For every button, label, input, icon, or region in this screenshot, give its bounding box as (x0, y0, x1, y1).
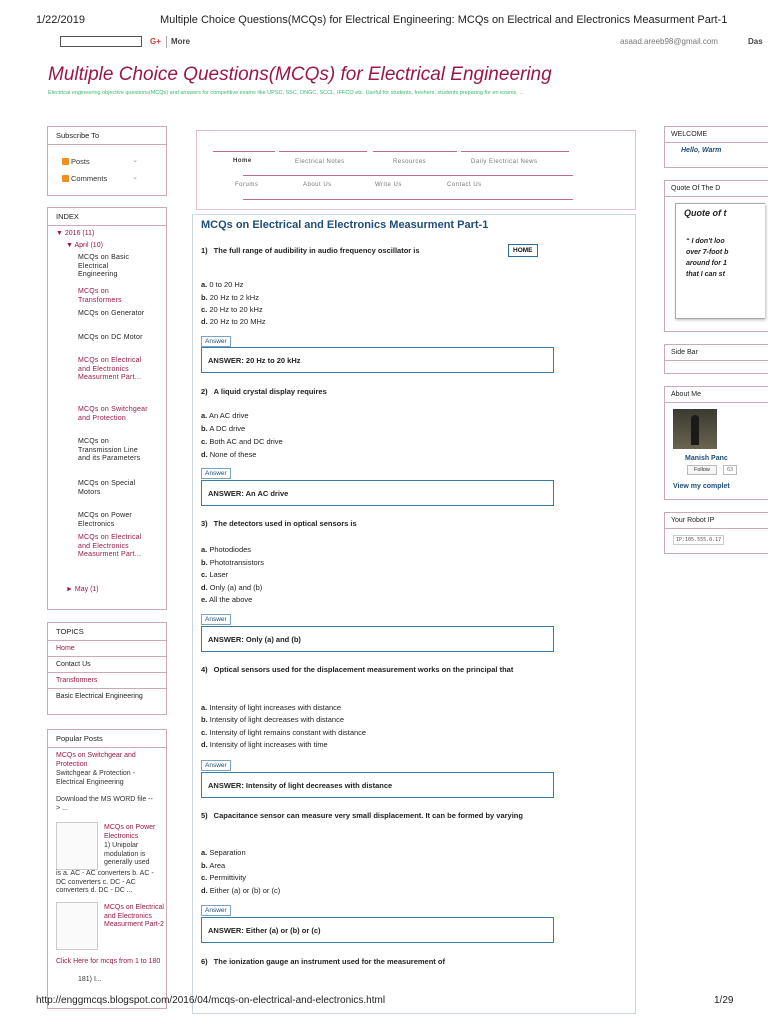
answer-box: ANSWER: 20 Hz to 20 kHz (201, 347, 554, 373)
archive-year-2016[interactable]: ▼ 2016 (11) (56, 230, 95, 237)
triangle-down-icon: ▼ (56, 230, 63, 237)
answer-toggle[interactable]: Answer (201, 614, 231, 625)
subscribe-heading: Subscribe To (48, 127, 166, 145)
archive-month-april[interactable]: ▼ April (10) (66, 242, 103, 249)
quote-box-title: Quote of t (684, 208, 727, 218)
archive-post-link[interactable]: MCQs on Electrical and Electronics Measurment Part... (78, 534, 142, 558)
chevron-down-icon[interactable]: ⌄ (132, 174, 138, 181)
popular-post-thumbnail[interactable] (56, 822, 98, 870)
about-heading: About Me (665, 387, 768, 403)
popular-post-title[interactable]: MCQs on Switchgear and Protection (56, 752, 136, 768)
side-bar-heading: Side Bar (665, 345, 768, 361)
popular-post-snippet: is a. AC - AC converters b. AC - DC converters c. DC - AC converters d. DC - DC ... (56, 870, 154, 894)
option: a. Photodiodes (201, 545, 252, 554)
about-me-widget (664, 386, 768, 500)
option: b. 20 Hz to 2 kHz (201, 293, 259, 302)
option: c. 20 Hz to 20 kHz (201, 305, 263, 314)
nav-underline (243, 175, 573, 176)
home-button[interactable]: HOME (508, 244, 538, 257)
question-6: 6) The ionization gauge an instrument used for the measurement of (201, 957, 445, 966)
rss-feed-icon (62, 175, 69, 182)
question-5: 5) Capacitance sensor can measure very small displacement. It can be formed by varying (201, 811, 523, 820)
question-2: 2) A liquid crystal display requires (201, 387, 327, 396)
answer-box: ANSWER: An AC drive (201, 480, 554, 506)
google-plus-button[interactable]: G+ (150, 37, 161, 46)
nav-contact-us[interactable]: Contact Us (447, 182, 482, 188)
view-profile-link[interactable]: View my complet (673, 483, 730, 490)
welcome-widget (664, 126, 768, 168)
option: a. Intensity of light increases with distance (201, 703, 342, 712)
follower-count: 63 (723, 465, 737, 475)
answer-toggle[interactable]: Answer (201, 336, 231, 347)
option: a. Separation (201, 848, 246, 857)
nav-electrical-notes[interactable]: Electrical Notes (295, 159, 345, 165)
blog-title[interactable]: Multiple Choice Questions(MCQs) for Electrical Engineering (48, 64, 552, 85)
popular-post-snippet: 181) I... (78, 976, 102, 983)
print-date: 1/22/2019 (36, 14, 85, 26)
nav-underline (243, 199, 573, 200)
answer-toggle[interactable]: Answer (201, 760, 231, 771)
option: b. Phototransistors (201, 558, 264, 567)
profile-name[interactable]: Manish Panc (685, 455, 728, 462)
option: d. Intensity of light increases with time (201, 740, 328, 749)
question-3: 3) The detectors used in optical sensors is (201, 519, 357, 528)
quote-text: “ I don't loo over 7-foot b around for 1 that I can st (686, 238, 729, 278)
post-title: MCQs on Electrical and Electronics Measurment Part-1 (201, 219, 489, 231)
post-body (192, 214, 636, 1014)
archive-post-link[interactable]: MCQs on Special Motors (78, 480, 136, 496)
archive-post-link[interactable]: MCQs on DC Motor (78, 334, 143, 341)
welcome-text: Hello, Warm (681, 147, 722, 154)
archive-post-link[interactable]: MCQs on Transformers (78, 288, 122, 304)
archive-post-link[interactable]: MCQs on Transmission Line and its Parameters (78, 438, 141, 462)
answer-toggle[interactable]: Answer (201, 468, 231, 479)
archive-index-widget (47, 207, 167, 610)
archive-month-may[interactable]: ► May (1) (66, 586, 99, 593)
option: d. Only (a) and (b) (201, 583, 263, 592)
popular-post-snippet: 1) Unipolar modulation is generally used (104, 842, 150, 866)
archive-post-link[interactable]: MCQs on Basic Electrical Engineering (78, 254, 130, 278)
popular-post-thumbnail[interactable] (56, 902, 98, 950)
navbar-divider (166, 36, 167, 48)
option: c. Intensity of light remains constant with distance (201, 728, 367, 737)
print-title: Multiple Choice Questions(MCQs) for Electrical Engineering: MCQs on Electrical and Electronics Measurment Part-1 (160, 14, 728, 26)
nav-underline (279, 151, 367, 152)
account-email[interactable]: asaad.areeb98@gmail.com (620, 37, 718, 46)
nav-resources[interactable]: Resources (393, 159, 427, 165)
follow-button[interactable]: Follow (687, 465, 717, 475)
nav-underline (213, 151, 275, 152)
rss-feed-icon (62, 158, 69, 165)
triangle-right-icon: ► (66, 586, 73, 593)
welcome-heading: WELCOME (665, 127, 768, 143)
answer-toggle[interactable]: Answer (201, 905, 231, 916)
blog-description: Electrical engineering objective questions(MCQs) and answers for competitive exams like UPSC, SSC, ONGC, SCCL, IFFCO etc. Useful for students, freshers, students preparing for en exams, ... (48, 90, 524, 96)
popular-post-snippet: Switchgear & Protection - Electrical Engineering (56, 770, 135, 786)
avatar[interactable] (673, 409, 717, 449)
triangle-down-icon: ▼ (66, 242, 73, 249)
blogger-navbar (60, 36, 768, 50)
quote-heading: Quote Of The D (665, 181, 768, 197)
index-heading: INDEX (48, 208, 166, 226)
archive-post-link[interactable]: MCQs on Power Electronics (78, 512, 132, 528)
print-header (0, 14, 768, 28)
topic-contact-us[interactable]: Contact Us (48, 657, 166, 673)
option: d. 20 Hz to 20 MHz (201, 317, 266, 326)
nav-daily-news[interactable]: Daily Electrical News (471, 159, 538, 165)
answer-box: ANSWER: Either (a) or (b) or (c) (201, 917, 554, 943)
topic-home[interactable]: Home (48, 641, 166, 657)
option: b. A DC drive (201, 424, 246, 433)
archive-post-link[interactable]: MCQs on Electrical and Electronics Measurment Part... (78, 357, 142, 381)
nav-about-us[interactable]: About Us (303, 182, 332, 188)
option: b. Intensity of light decreases with distance (201, 715, 345, 724)
topic-basic-electrical[interactable]: Basic Electrical Engineering (56, 693, 143, 700)
option: c. Permittivity (201, 873, 247, 882)
page-url: http://enggmcqs.blogspot.com/2016/04/mcqs-on-electrical-and-electronics.html (36, 995, 386, 1006)
option: e. All the above (201, 595, 253, 604)
more-menu[interactable]: More (171, 37, 191, 46)
quote-box (675, 203, 765, 319)
subscribe-posts[interactable]: Posts ⌄ (48, 153, 166, 170)
quote-widget (664, 180, 768, 332)
answer-box: ANSWER: Only (a) and (b) (201, 626, 554, 652)
robot-ip-heading: Your Robot IP (665, 513, 768, 529)
option: a. An AC drive (201, 411, 249, 420)
nav-forums[interactable]: Forums (235, 182, 259, 188)
dashboard-link[interactable]: Das (748, 37, 763, 46)
navbar-search-input[interactable] (60, 36, 142, 47)
subscribe-widget (47, 126, 167, 196)
option: d. Either (a) or (b) or (c) (201, 886, 281, 895)
nav-underline (373, 151, 457, 152)
option: c. Laser (201, 570, 229, 579)
option: d. None of these (201, 450, 257, 459)
robot-ip-widget (664, 512, 768, 554)
popular-post-title[interactable]: MCQs on Power Electronics (104, 824, 156, 840)
nav-underline (461, 151, 569, 152)
popular-posts-widget (47, 729, 167, 1009)
archive-post-link[interactable]: MCQs on Switchgear and Protection (78, 406, 148, 422)
popular-post-title[interactable]: MCQs on Electrical and Electronics Measurment Part-2 (104, 904, 164, 928)
option: a. 0 to 20 Hz (201, 280, 244, 289)
question-4: 4) Optical sensors used for the displacement measurement works on the principal that (201, 665, 514, 674)
nav-home[interactable]: Home (233, 158, 252, 164)
topic-transformers[interactable]: Transformers (48, 673, 166, 689)
option: c. Both AC and DC drive (201, 437, 283, 446)
popular-post-snippet[interactable]: Click Here for mcqs from 1 to 180 (56, 958, 161, 965)
side-bar-widget (664, 344, 768, 374)
robot-ip-value: IP:105.555.0.17 (673, 535, 724, 545)
nav-write-us[interactable]: Write Us (375, 182, 402, 188)
option: b. Area (201, 861, 226, 870)
question-1: 1) The full range of audibility in audio frequency oscillator is (201, 246, 420, 255)
main-navigation (196, 130, 636, 210)
popular-post-snippet: Download the MS WORD file --> ... (56, 796, 153, 812)
popular-heading: Popular Posts (48, 730, 166, 748)
topics-widget (47, 622, 167, 715)
answer-box: ANSWER: Intensity of light decreases with distance (201, 772, 554, 798)
subscribe-comments[interactable]: Comments ⌄ (48, 170, 166, 187)
archive-post-link[interactable]: MCQs on Generator (78, 310, 145, 317)
topics-heading: TOPICS (48, 623, 166, 641)
chevron-down-icon[interactable]: ⌄ (132, 157, 138, 164)
page-number: 1/29 (714, 995, 734, 1006)
